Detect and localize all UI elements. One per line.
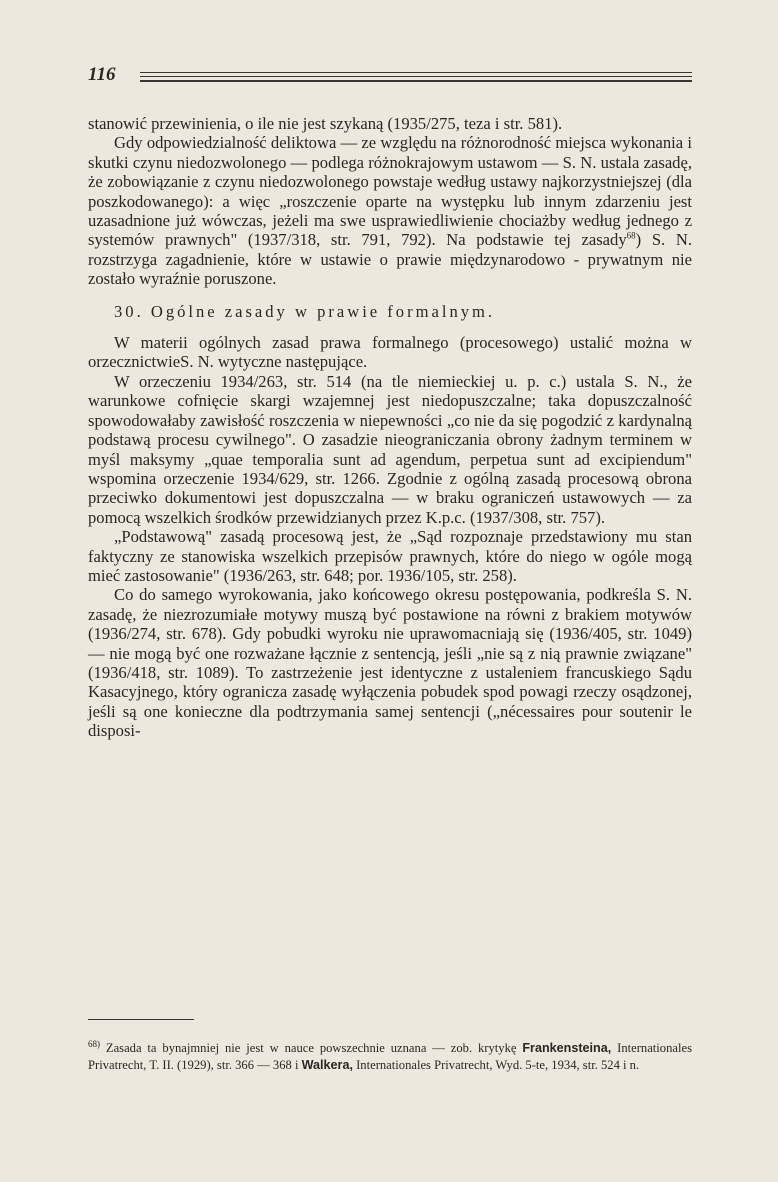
section-heading: 30. Ogólne zasady w prawie formalnym. xyxy=(114,301,496,321)
footnote-marker: 68) xyxy=(88,1038,100,1049)
footnote xyxy=(88,1040,692,1073)
paragraph-text: Gdy odpowiedzialność deliktowa — ze względu na różnorodność miejsca wykonania i skutki czynu niedozwolonego — podlega różnokrajowym ustawom — S. N. ustala zasadę, że zobowiązanie z czynu niedozwolonego powstaje według ustawy najkorzystniejszej (dla poszkodowanego): a więc „roszczenie oparte na występku lub innym zdarzeniu jest uzasadnione już wówczas, jeżeli ma swe usprawiedliwienie chociażby według jednego z systemów prawnych" (1937/318, str. 791, 792). Na podstawie tej zasady xyxy=(88,133,692,250)
header-rule xyxy=(140,72,692,73)
paragraph: W materii ogólnych zasad prawa formalnego (procesowego) ustalić można w orzecznictwieS. N. wytyczne następujące. xyxy=(88,333,692,372)
paragraph: W orzeczeniu 1934/263, str. 514 (na tle niemieckiej u. p. c.) ustala S. N., że warunkowe cofnięcie skargi wzajemnej jest niedopuszczalne; taka dopuszczalność spowodowałaby zawisłość roszczenia w niepewności „co nie da się pogodzić z kardynalną podstawą procesu cywilnego". O zasadzie nieograniczania obrony żadnym terminem w myśl maksymy „quae temporalia sunt ad agendum, perpetua sunt ad excipiendum" wspomina orzeczenie 1934/629, str. 1266. Zgodnie z ogólną zasadą procesową obrona przeciwko dokumentowi jest dopuszczalna — w braku ograniczeń ustawowych — za pomocą wszelkich środków przewidzianych przez K.p.c. (1937/308, str. 757). xyxy=(88,371,692,527)
paragraph-text: ) S. N. rozstrzyga zagadnienie, które w ustawie o prawie międzynarodowo - prywatnym nie zostało wyraźnie poruszone. xyxy=(88,230,692,289)
header-rule xyxy=(140,80,692,82)
footnote-text: Zasada ta bynajmniej nie jest w nauce powszechnie uznana — zob. krytykę xyxy=(105,1041,517,1055)
footnote-author: Walkera, xyxy=(301,1057,353,1072)
paragraph: „Podstawową" zasadą procesową jest, że „Sąd rozpoznaje przedstawiony mu stan faktyczny ze stanowiska wszelkich przepisów prawnych, które do niego w ogóle mogą mieć zastosowanie" (1936/263, str. 648; por. 1936/105, str. 258). xyxy=(88,527,692,585)
footnote-separator xyxy=(88,1019,194,1020)
page-header xyxy=(88,64,692,86)
footnote-author: Frankensteina, xyxy=(522,1041,612,1055)
paragraph: stanowić przewinienia, o ile nie jest szykaną (1935/275, teza i str. 581). xyxy=(88,114,563,133)
header-rule xyxy=(140,76,692,77)
paragraph xyxy=(88,133,692,288)
footnote-text: Internationales Privatrecht, T. II. (1929), str. 366 — 368 i xyxy=(88,1041,692,1072)
paragraph: Co do samego wyrokowania, jako końcowego okresu postępowania, podkreśla S. N. zasadę, że niezrozumiałe motywy muszą być postawione na równi z brakiem motywów (1936/274, str. 678). Gdy pobudki wyroku nie uprawomacniają się (1936/405, str. 1049) — nie mogą być one rozważane łącznie z sentencją, jeśli „nie są z nią prawnie związane" (1936/418, str. 1089). To zastrzeżenie jest identyczne z ustaleniem francuskiego Sądu Kasacyjnego, który ogranicza zasadę wyłączenia pobudek spod powagi rzeczy osądzonej, jeśli są one konieczne dla podtrzymania samej sentencji („nécessaires pour soutenir le disposi- xyxy=(88,585,692,741)
body-text xyxy=(88,114,692,741)
footnote-text: Internationales Privatrecht, Wyd. 5-te, 1934, str. 524 i n. xyxy=(356,1057,640,1072)
footnote-ref: 68 xyxy=(626,230,636,241)
page-number: 116 xyxy=(88,64,116,85)
